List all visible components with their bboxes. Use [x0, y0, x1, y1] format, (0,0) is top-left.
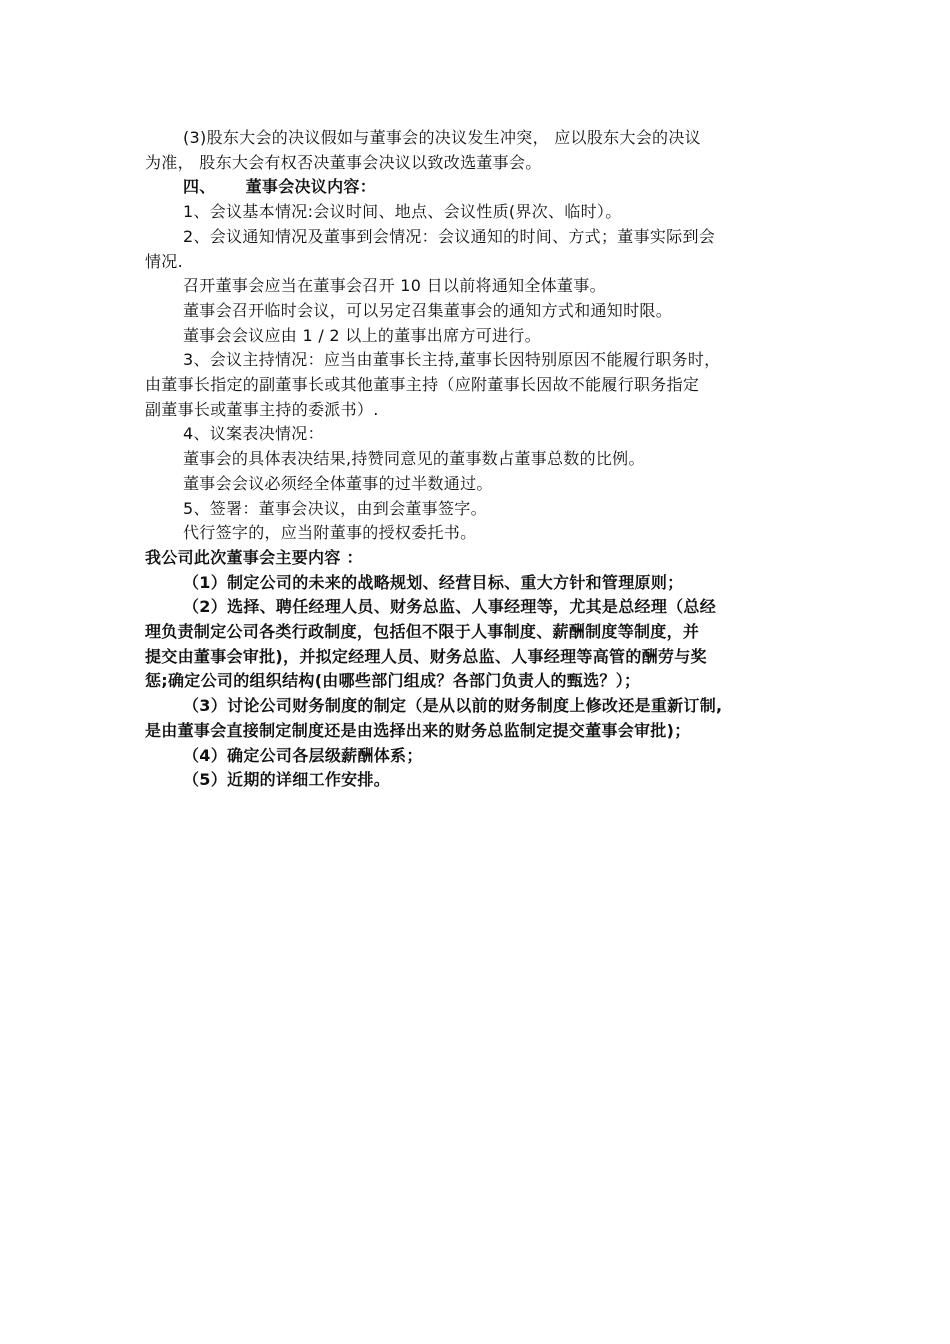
note-line: 董事会会议必须经全体董事的过半数通过。: [183, 473, 493, 493]
content-item: （3）讨论公司财务制度的制定（是从以前的财务制度上修改还是重新订制,: [183, 696, 723, 716]
list-item-continuation: 由董事长指定的副董事长或其他董事主持（应附董事长因故不能履行职务指定: [145, 375, 700, 395]
list-item: 3、会议主持情况：应当由董事长主持,董事长因特别原因不能履行职务时，: [183, 350, 721, 370]
main-content-heading: 我公司此次董事会主要内容 ：: [145, 547, 363, 567]
document-page: [145, 126, 813, 793]
content-item-continuation: 理负责制定公司各类行政制度，包括但不限于人事制度、薪酬制度等制度，并: [145, 622, 700, 642]
paragraph-line: (3)股东大会的决议假如与董事会的决议发生冲突， 应以股东大会的决议: [183, 128, 701, 147]
note-line: 召开董事会应当在董事会召开 10 日以前将通知全体董事。: [183, 276, 606, 296]
list-item: 5、签署：董事会决议，由到会董事签字。: [183, 498, 487, 518]
content-item: （2）选择、聘任经理人员、财务总监、人事经理等，尤其是总经理（总经: [183, 597, 717, 617]
list-item: 1、会议基本情况:会议时间、地点、会议性质(界次、临时）。: [183, 202, 622, 222]
note-line: 董事会召开临时会议，可以另定召集董事会的通知方式和通知时限。: [183, 300, 673, 320]
paragraph-line: 为准， 股东大会有权否决董事会决议以致改选董事会。: [145, 152, 542, 172]
content-item-continuation: 惩;确定公司的组织结构(由哪些部门组成？各部门负责人的甄选？）；: [145, 671, 641, 691]
list-item-continuation: 情况.: [145, 251, 183, 271]
note-line: 董事会会议应由 1 / 2 以上的董事出席方可进行。: [183, 325, 541, 345]
note-line: 代行签字的，应当附董事的授权委托书。: [183, 523, 477, 543]
content-item-continuation: 是由董事会直接制定制度还是由选择出来的财务总监制定提交董事会审批)；: [145, 720, 691, 740]
section-heading: [145, 175, 813, 200]
section-title: 董事会决议内容：: [245, 177, 377, 197]
content-item: （5）近期的详细工作安排。: [183, 770, 391, 790]
note-line: 董事会的具体表决结果,持赞同意见的董事数占董事总数的比例。: [183, 449, 645, 469]
list-item-continuation: 副董事长或董事主持的委派书）.: [145, 399, 379, 419]
content-item: （4）确定公司各层级薪酬体系；: [183, 745, 423, 765]
content-item: （1）制定公司的未来的战略规划、经营目标、重大方针和管理原则；: [183, 572, 684, 592]
section-number: 四、: [183, 177, 216, 197]
content-item-continuation: 提交由董事会审批)，并拟定经理人员、财务总监、人事经理等高管的酬劳与奖: [145, 646, 707, 666]
list-item: 2、会议通知情况及董事到会情况：会议通知的时间、方式；董事实际到会: [183, 226, 716, 246]
list-item: 4、议案表决情况：: [183, 424, 324, 444]
